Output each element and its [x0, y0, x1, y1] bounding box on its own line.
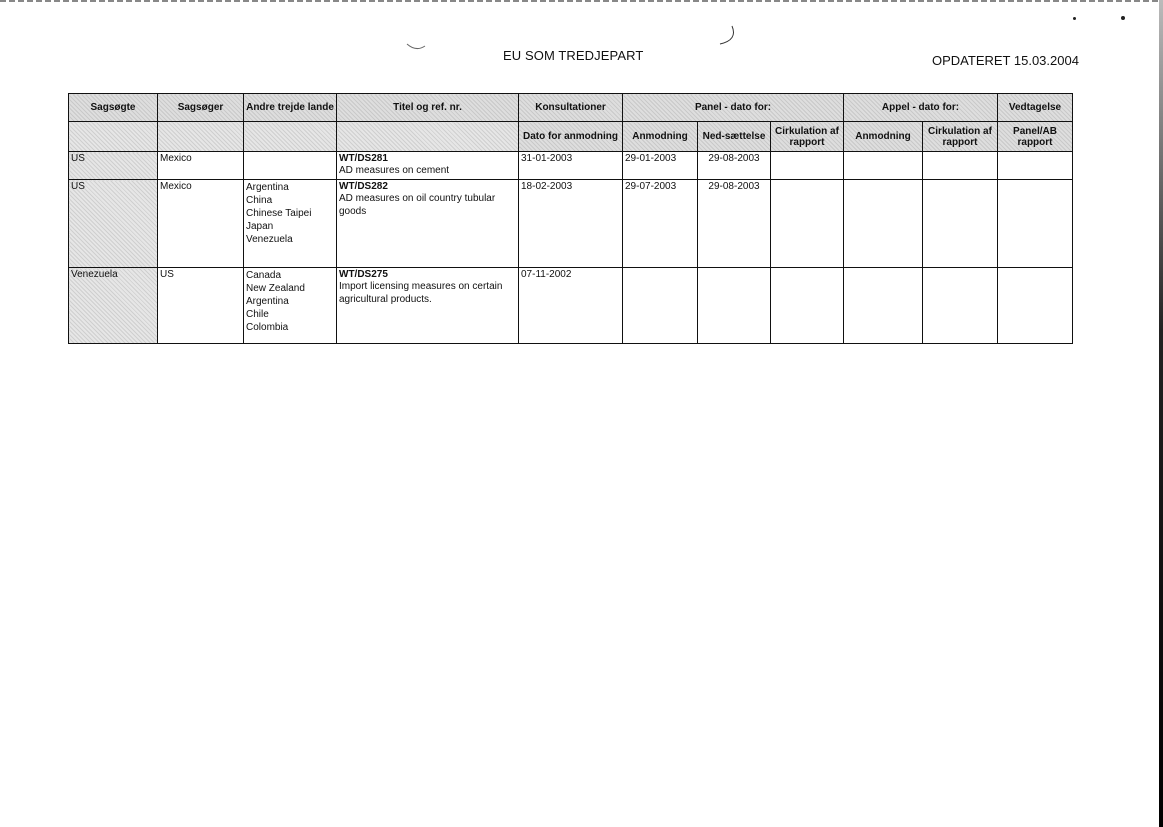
cell-panel-request: 29-07-2003: [623, 180, 698, 268]
scan-top-edge: [0, 0, 1163, 2]
cell-complainant: Mexico: [158, 152, 244, 180]
cell-appeal-request: [844, 152, 923, 180]
subheader-blank: [244, 122, 337, 152]
case-table: [68, 93, 1073, 344]
cell-defendant: US: [69, 152, 158, 180]
third-country: New Zealand: [246, 283, 305, 294]
third-country: China: [246, 195, 273, 206]
cell-panel-request: [623, 268, 698, 344]
case-ref: WT/DS275: [339, 269, 388, 280]
table-row: [69, 180, 1073, 268]
third-country: Chinese Taipei: [246, 208, 312, 219]
scan-speck: [1121, 16, 1125, 20]
cell-defendant: US: [69, 180, 158, 268]
cell-panel-report: [771, 152, 844, 180]
third-country: Canada: [246, 270, 282, 281]
case-ref: WT/DS281: [339, 153, 388, 164]
cell-panel-report: [771, 268, 844, 344]
subheader-blank: [69, 122, 158, 152]
col-defendant: Sagsøgte: [69, 94, 158, 122]
cell-title-ref: [337, 180, 519, 268]
page-title: EU SOM TREDJEPART: [503, 48, 644, 63]
case-title: Import licensing measures on certain agricultural products.: [339, 281, 503, 305]
cell-panel-establishment: 29-08-2003: [698, 152, 771, 180]
table-row: [69, 152, 1073, 180]
sub-appeal-report: Cirkulation af rapport: [923, 122, 998, 152]
cell-appeal-request: [844, 268, 923, 344]
col-panel-group: Panel - dato for:: [623, 94, 844, 122]
col-complainant: Sagsøger: [158, 94, 244, 122]
cell-consult-date: 07-11-2002: [519, 268, 623, 344]
cell-consult-date: 18-02-2003: [519, 180, 623, 268]
third-country: Japan: [246, 221, 274, 232]
subheader-blank: [158, 122, 244, 152]
third-country: Argentina: [246, 296, 289, 307]
cell-panel-report: [771, 180, 844, 268]
sub-panel-request: Anmodning: [623, 122, 698, 152]
col-adoption: Vedtagelse: [998, 94, 1073, 122]
cell-panel-request: 29-01-2003: [623, 152, 698, 180]
sub-consult-request: Dato for anmodning: [519, 122, 623, 152]
header-row: [69, 94, 1073, 122]
scan-speck: [1073, 17, 1076, 20]
punch-mark: [405, 40, 427, 52]
cell-title-ref: [337, 152, 519, 180]
case-title: AD measures on oil country tubular goods: [339, 193, 496, 217]
cell-panel-establishment: 29-08-2003: [698, 180, 771, 268]
cell-appeal-report: [923, 268, 998, 344]
third-country: Venezuela: [246, 234, 293, 245]
third-country: Chile: [246, 309, 269, 320]
cell-appeal-report: [923, 180, 998, 268]
third-country: Argentina: [246, 182, 289, 193]
cell-adoption: [998, 180, 1073, 268]
cell-appeal-request: [844, 180, 923, 268]
cell-consult-date: 31-01-2003: [519, 152, 623, 180]
col-appeal-group: Appel - dato for:: [844, 94, 998, 122]
updated-date: OPDATERET 15.03.2004: [932, 53, 1079, 68]
cell-defendant: Venezuela: [69, 268, 158, 344]
cell-third-countries: [244, 180, 337, 268]
scan-right-edge: [1159, 0, 1163, 827]
cell-complainant: Mexico: [158, 180, 244, 268]
col-third-countries: Andre trejde lande: [244, 94, 337, 122]
subheader-row: [69, 122, 1073, 152]
cell-panel-establishment: [698, 268, 771, 344]
sub-appeal-request: Anmodning: [844, 122, 923, 152]
sub-panel-establishment: Ned-sættelse: [698, 122, 771, 152]
case-title: AD measures on cement: [339, 165, 450, 176]
punch-mark: [716, 24, 738, 48]
cell-title-ref: [337, 268, 519, 344]
col-title-ref: Titel og ref. nr.: [337, 94, 519, 122]
sub-panel-ab-report: Panel/AB rapport: [998, 122, 1073, 152]
cell-adoption: [998, 152, 1073, 180]
case-ref: WT/DS282: [339, 181, 388, 192]
subheader-blank: [337, 122, 519, 152]
col-consultations: Konsultationer: [519, 94, 623, 122]
cell-complainant: US: [158, 268, 244, 344]
cell-adoption: [998, 268, 1073, 344]
cell-third-countries: [244, 152, 337, 180]
third-country: Colombia: [246, 322, 289, 333]
cell-appeal-report: [923, 152, 998, 180]
cell-third-countries: [244, 268, 337, 344]
sub-panel-report: Cirkulation af rapport: [771, 122, 844, 152]
table-row: [69, 268, 1073, 344]
